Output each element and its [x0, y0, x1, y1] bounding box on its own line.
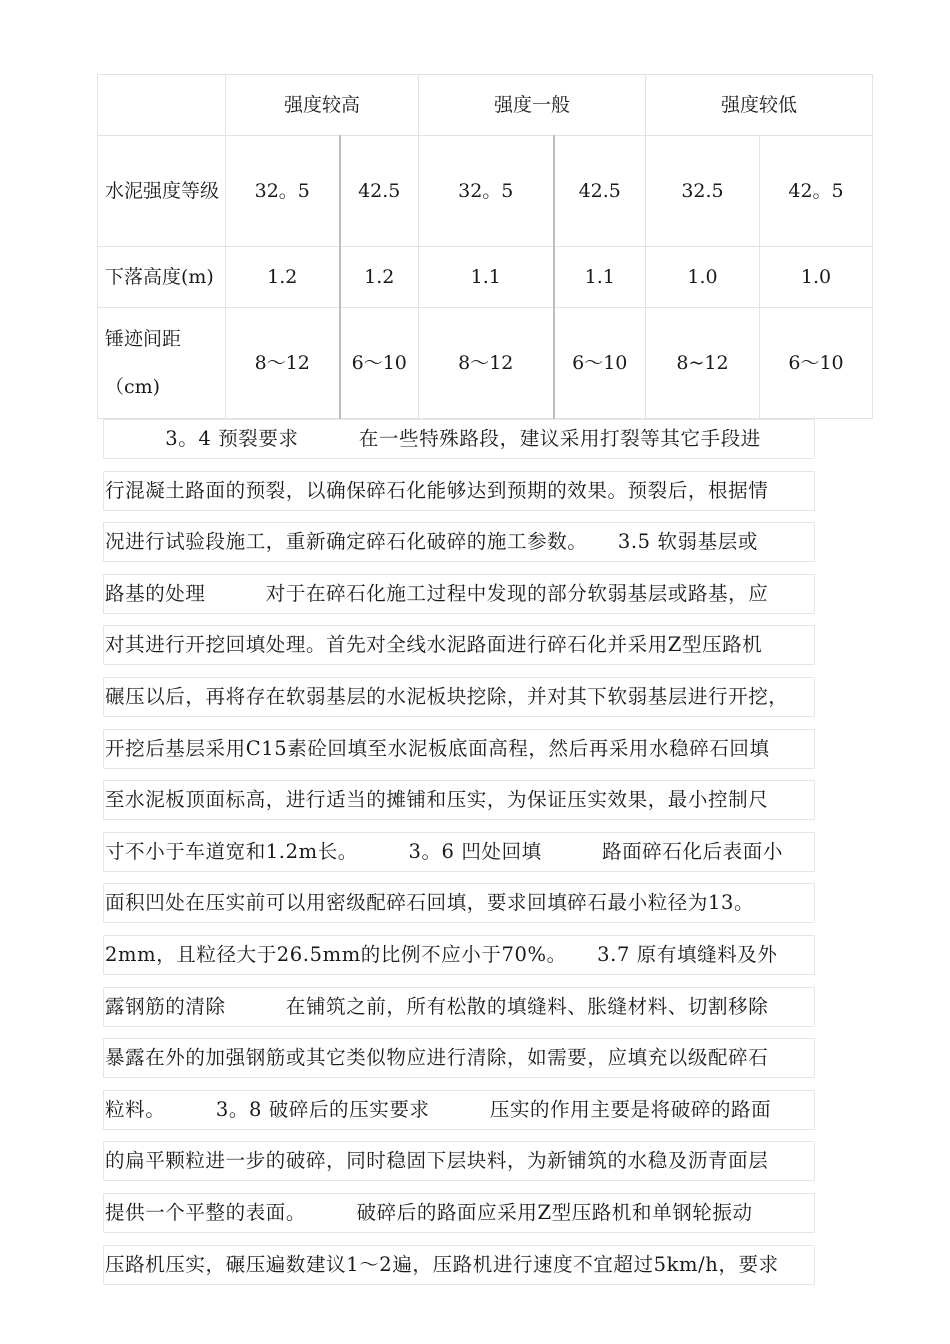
text-line: 碾压以后，再将存在软弱基层的水泥板块挖除，并对其下软弱基层进行开挖，	[103, 677, 815, 717]
text-line: 路基的处理 对于在碎石化施工过程中发现的部分软弱基层或路基，应	[103, 574, 815, 614]
header-cell-empty	[98, 75, 226, 136]
table-cell: 1.0	[760, 247, 873, 308]
table-row	[98, 136, 873, 247]
header-strength-medium: 强度一般	[419, 75, 646, 136]
table-cell: 32。5	[226, 136, 340, 247]
table-cell: 6～10	[760, 308, 873, 419]
table-row	[98, 247, 873, 308]
table-cell: 32.5	[646, 136, 760, 247]
text-line: 对其进行开挖回填处理。首先对全线水泥路面进行碎石化并采用Z型压路机	[103, 625, 815, 665]
text-line: 露钢筋的清除 在铺筑之前，所有松散的填缝料、胀缝材料、切割移除	[103, 987, 815, 1027]
row-label-drop-height: 下落高度(m)	[98, 247, 226, 308]
table-cell: 42。5	[760, 136, 873, 247]
text-line: 开挖后基层采用C15素砼回填至水泥板底面高程，然后再采用水稳碎石回填	[103, 729, 815, 769]
parameter-table	[97, 74, 873, 419]
body-text	[103, 419, 815, 1296]
table-cell: 1.1	[554, 247, 646, 308]
table-cell: 1.2	[340, 247, 419, 308]
text-line: 的扁平颗粒进一步的破碎，同时稳固下层块料，为新铺筑的水稳及沥青面层	[103, 1141, 815, 1181]
text-line: 压路机压实，碾压遍数建议1～2遍，压路机进行速度不宜超过5km/h，要求	[103, 1245, 815, 1285]
table-cell: 8～12	[419, 308, 554, 419]
text-line: 况进行试验段施工，重新确定碎石化破碎的施工参数。 3.5 软弱基层或	[103, 522, 815, 562]
text-line: 粒料。 3。8 破碎后的压实要求 压实的作用主要是将破碎的路面	[103, 1090, 815, 1130]
table-cell: 1.1	[419, 247, 554, 308]
text-line: 提供一个平整的表面。 破碎后的路面应采用Z型压路机和单钢轮振动	[103, 1193, 815, 1233]
text-line: 行混凝土路面的预裂，以确保碎石化能够达到预期的效果。预裂后，根据情	[103, 471, 815, 511]
header-strength-high: 强度较高	[226, 75, 419, 136]
table-cell: 42.5	[340, 136, 419, 247]
text-line: 寸不小于车道宽和1.2m长。 3。6 凹处回填 路面碎石化后表面小	[103, 832, 815, 872]
text-line: 至水泥板顶面标高，进行适当的摊铺和压实，为保证压实效果，最小控制尺	[103, 780, 815, 820]
text-line: 3。4 预裂要求 在一些特殊路段，建议采用打裂等其它手段进	[103, 419, 815, 459]
table-header-row	[98, 75, 873, 136]
table-cell: 42.5	[554, 136, 646, 247]
table-cell: 8～12	[226, 308, 340, 419]
table-cell: 8~12	[646, 308, 760, 419]
text-line: 面积凹处在压实前可以用密级配碎石回填，要求回填碎石最小粒径为13。	[103, 883, 815, 923]
table-cell: 6～10	[554, 308, 646, 419]
table-cell: 1.0	[646, 247, 760, 308]
row-label-cement-grade: 水泥强度等级	[98, 136, 226, 247]
header-strength-low: 强度较低	[646, 75, 873, 136]
text-line: 暴露在外的加强钢筋或其它类似物应进行清除，如需要，应填充以级配碎石	[103, 1038, 815, 1078]
table-cell: 6～10	[340, 308, 419, 419]
table-cell: 32。5	[419, 136, 554, 247]
table-cell: 1.2	[226, 247, 340, 308]
table-row	[98, 308, 873, 419]
row-label-hammer-spacing: 锤迹间距（cm)	[98, 308, 226, 419]
text-line: 2mm，且粒径大于26.5mm的比例不应小于70%。 3.7 原有填缝料及外	[103, 935, 815, 975]
